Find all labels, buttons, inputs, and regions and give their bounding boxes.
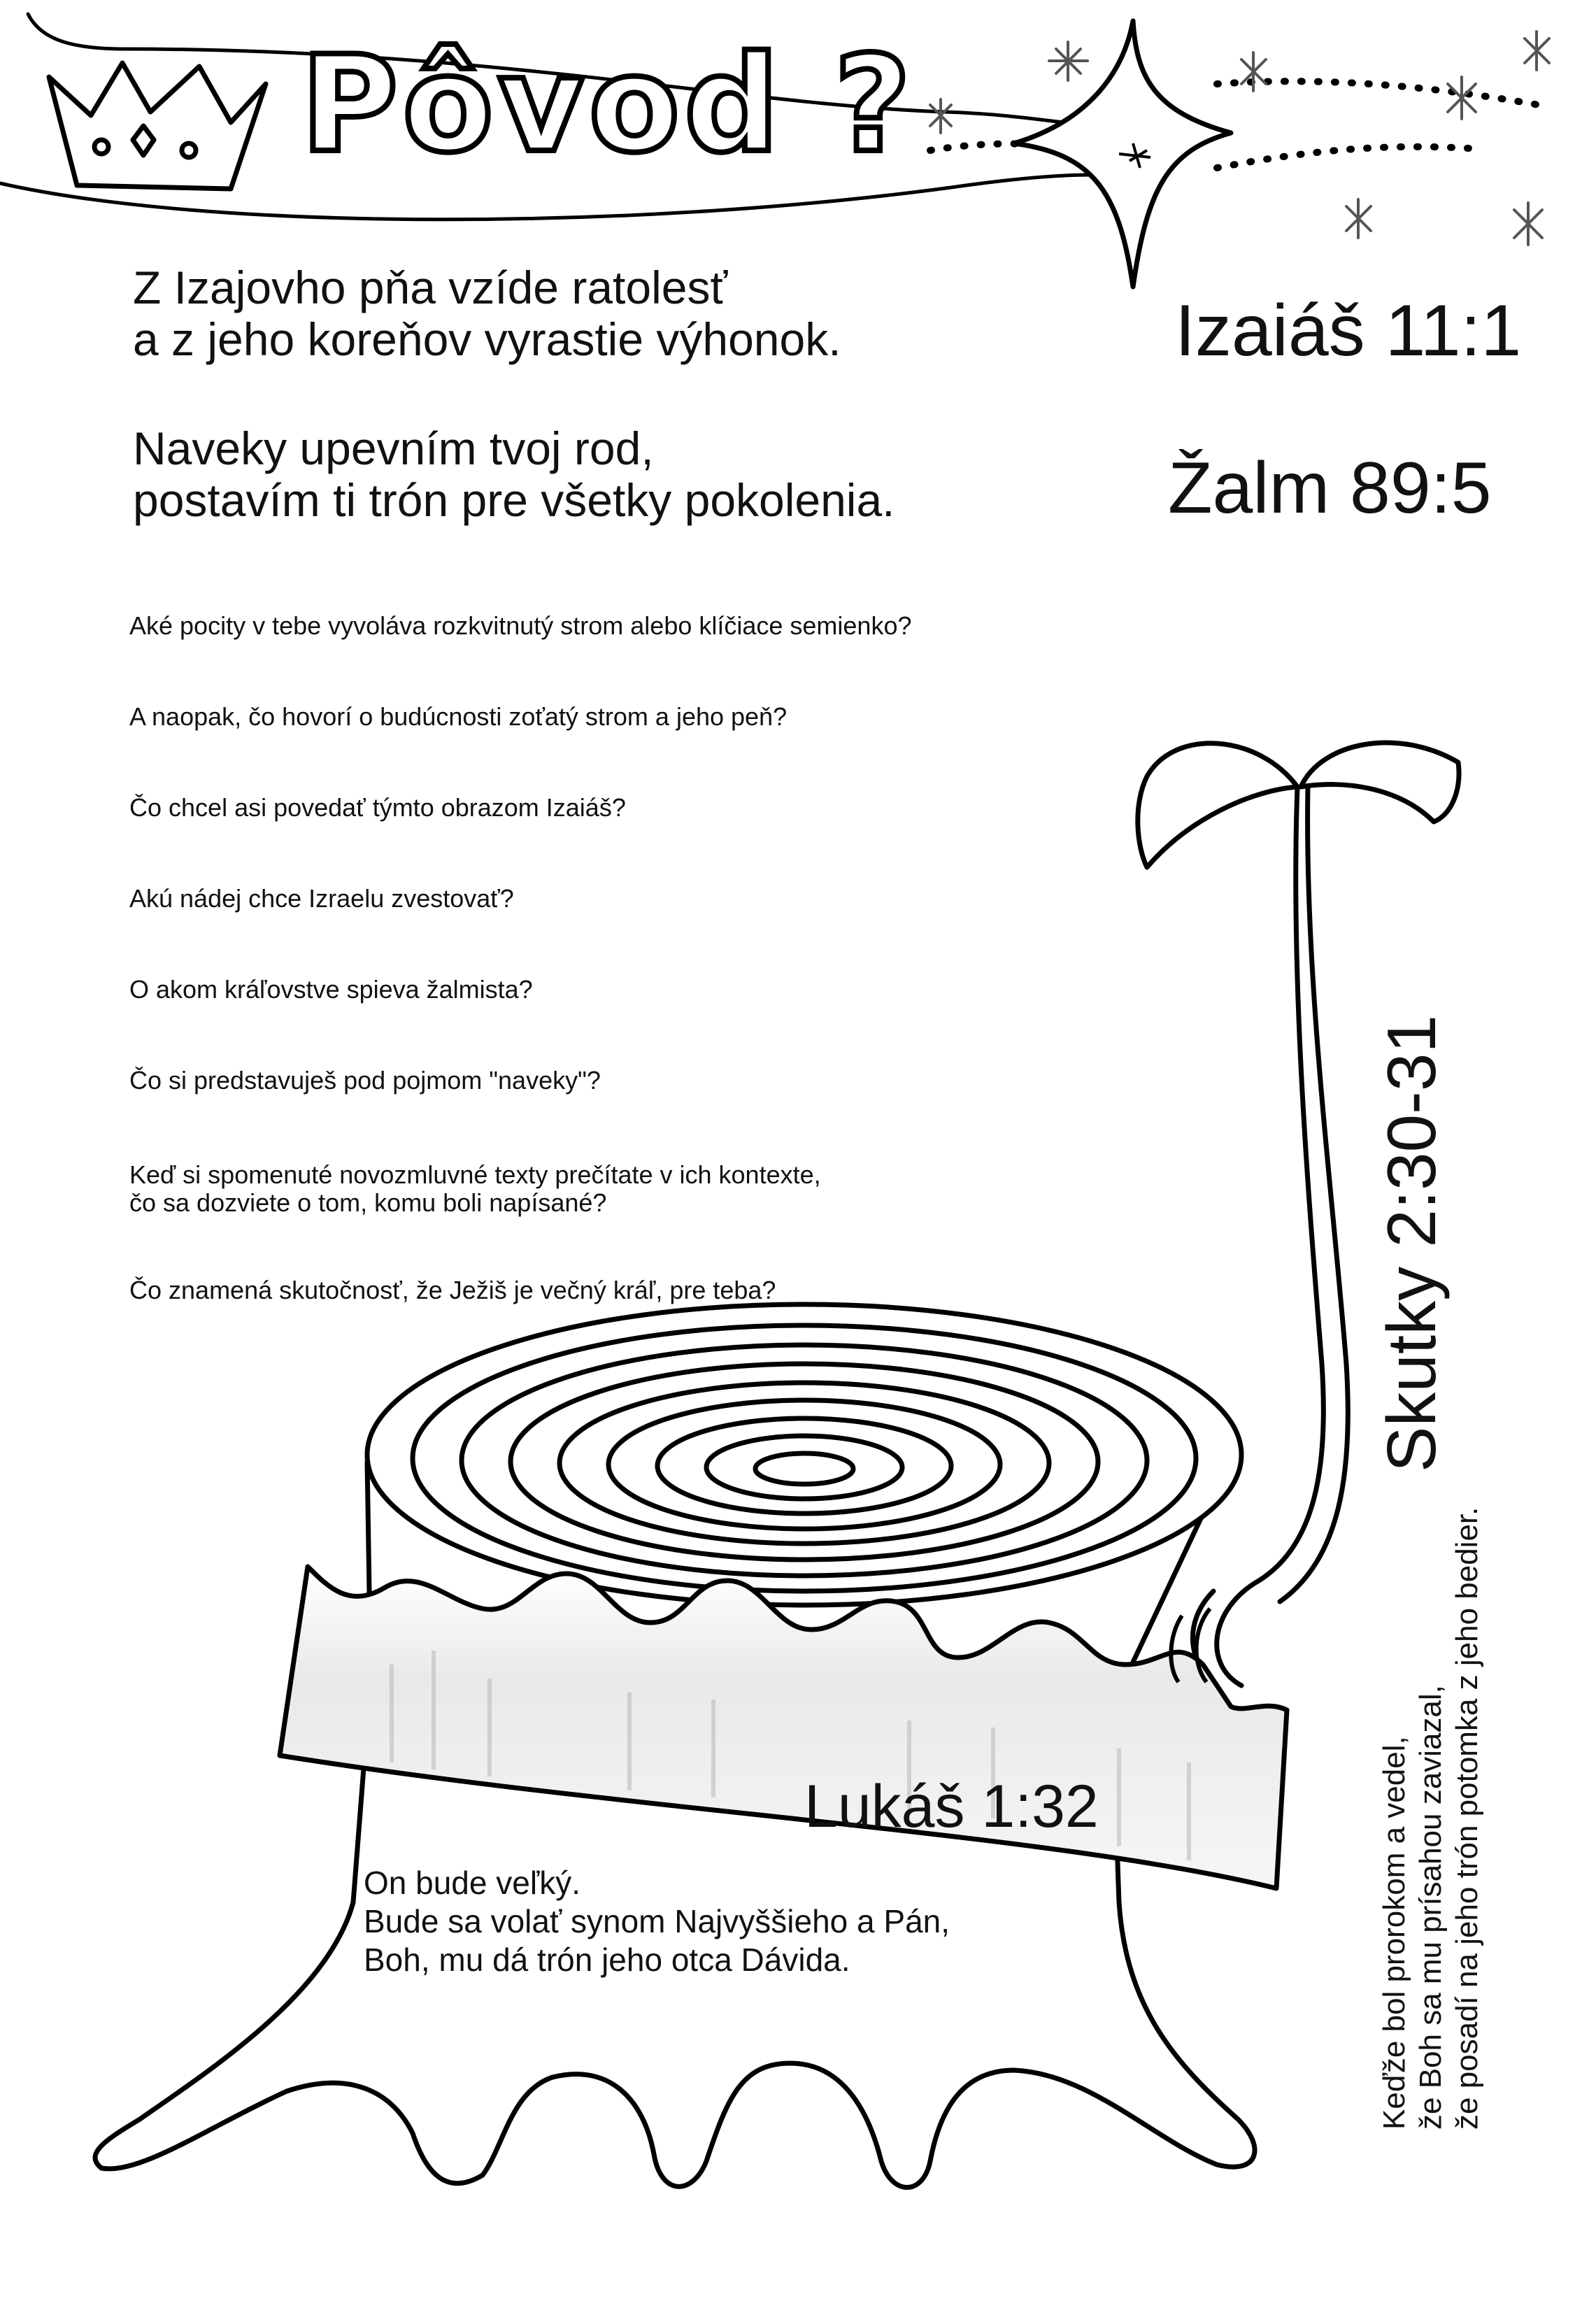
verse-line: On bude veľký.: [364, 1865, 581, 1901]
question-5: O akom kráľovstve spieva žalmista?: [129, 975, 533, 1004]
verse-line: postavím ti trón pre všetky pokolenia.: [133, 473, 895, 526]
verse-line: Boh, mu dá trón jeho otca Dávida.: [364, 1942, 850, 1979]
verse-isaiah: [133, 262, 841, 366]
crown-icon: [49, 63, 266, 189]
verse-line: Keďže bol prorokom a vedel,: [1377, 1736, 1411, 2130]
question-6: Čo si predstavuješ pod pojmom "naveky"?: [129, 1066, 601, 1095]
reference-psalm: Žalm 89:5: [1168, 448, 1492, 529]
verse-line: že Boh sa mu prísahou zaviazal,: [1413, 1685, 1448, 2130]
verse-line: Z Izajovho pňa vzíde ratolesť: [133, 262, 728, 313]
question-1: Aké pocity v tebe vyvoláva rozkvitnutý strom alebo klíčiace semienko?: [129, 611, 912, 640]
reference-acts: Skutky 2:30-31: [1373, 1015, 1450, 1472]
verse-acts: [1376, 1507, 1485, 2130]
verse-line: a z jeho koreňov vyrastie výhonok.: [133, 313, 841, 365]
question-line: Keď si spomenuté novozmluvné texty prečítate v ich kontexte,: [129, 1160, 821, 1189]
verse-line: Naveky upevním tvoj rod,: [133, 422, 654, 474]
question-7: [129, 1161, 821, 1218]
tree-stump-icon: [95, 1304, 1287, 2188]
verse-psalm: [133, 423, 895, 527]
question-4: Akú nádej chce Izraelu zvestovať?: [129, 884, 514, 913]
question-8: Čo znamená skutočnosť, že Ježiš je večný kráľ, pre teba?: [129, 1276, 776, 1304]
star-icon: [1014, 21, 1231, 287]
question-line: čo sa dozviete o tom, komu boli napísané?: [129, 1188, 607, 1218]
verse-luke: [364, 1864, 950, 1980]
page-title: Pôvod ?: [301, 27, 915, 182]
question-3: Čo chcel asi povedať týmto obrazom Izaiáš?: [129, 793, 626, 822]
verse-line: že posadí na jeho trón potomka z jeho bedier.: [1449, 1507, 1484, 2130]
reference-isaiah: Izaiáš 11:1: [1175, 290, 1522, 371]
question-2: A naopak, čo hovorí o budúcnosti zoťatý strom a jeho peň?: [129, 702, 788, 731]
verse-line: Bude sa volať synom Najvyššieho a Pán,: [364, 1903, 950, 1940]
reference-luke: Lukáš 1:32: [804, 1773, 1099, 1840]
